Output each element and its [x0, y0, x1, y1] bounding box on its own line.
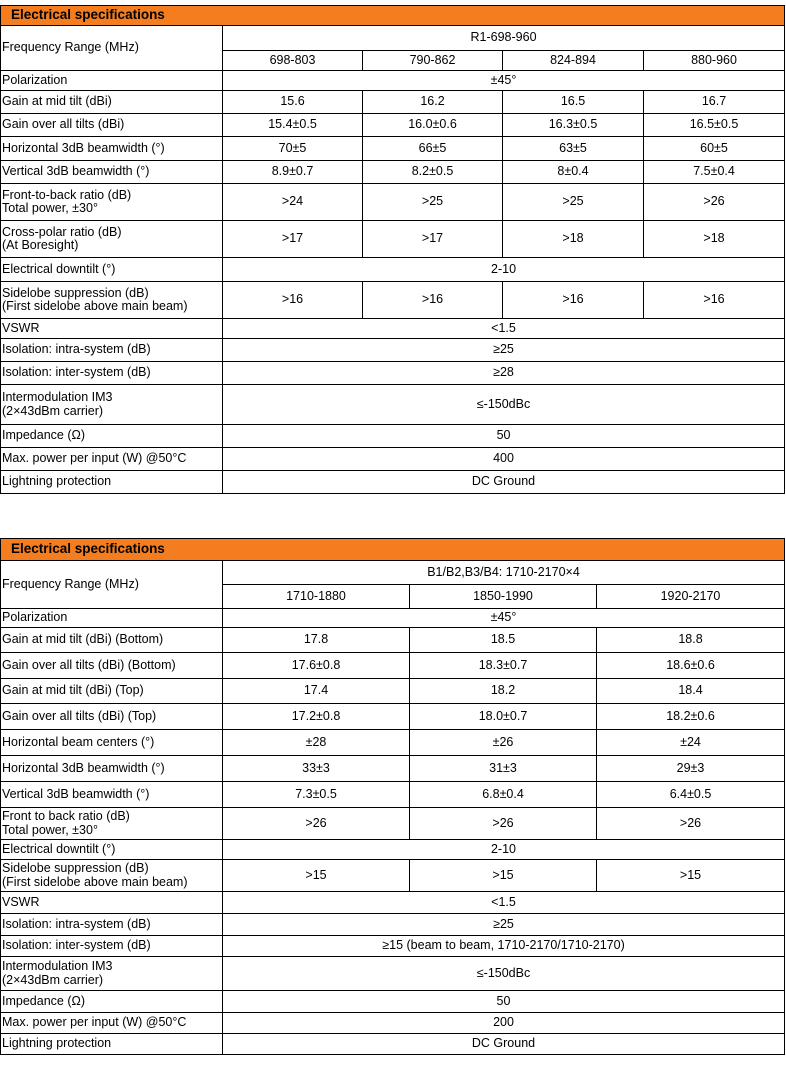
spec-value: >26 [223, 808, 410, 840]
spec-label [1, 339, 223, 362]
spec-row [1, 892, 785, 914]
spec-label-line: Sidelobe suppression (dB) [2, 285, 149, 300]
spec-value: >16 [223, 282, 363, 319]
spec-label-line: Sidelobe suppression (dB) [2, 861, 149, 876]
frequency-group: B1/B2,B3/B4: 1710-2170×4 [223, 561, 785, 585]
spec-label [1, 653, 223, 679]
spec-value: 70±5 [223, 137, 363, 161]
spec-row [1, 221, 785, 258]
spec-value: DC Ground [223, 1034, 785, 1055]
spec-label-line: Max. power per input (W) @50°C [2, 451, 187, 466]
spec-value: >25 [503, 184, 644, 221]
spec-row [1, 991, 785, 1013]
spec-label [1, 914, 223, 936]
spec-label-line: (2×43dBm carrier) [2, 972, 104, 987]
spec-label [1, 319, 223, 339]
spec-label-line: Front-to-back ratio (dB) [2, 187, 132, 202]
spec-label-line: Vertical 3dB beamwidth (°) [2, 786, 150, 801]
spec-value: 63±5 [503, 137, 644, 161]
spec-label [1, 425, 223, 448]
spec-value: 66±5 [363, 137, 503, 161]
spec-label [1, 221, 223, 258]
spec-label [1, 282, 223, 319]
spec-value: >17 [223, 221, 363, 258]
spec-label-line: Lightning protection [2, 1036, 112, 1051]
spec-label-line: Vertical 3dB beamwidth (°) [2, 164, 150, 179]
spec-row [1, 71, 785, 91]
spec-label-line: (2×43dBm carrier) [2, 403, 104, 418]
spec-value: 18.8 [597, 628, 785, 653]
spec-value: 16.0±0.6 [363, 114, 503, 137]
spec-value: >18 [503, 221, 644, 258]
spec-value: 7.5±0.4 [644, 161, 785, 184]
spec-label-line: Intermodulation IM3 [2, 390, 113, 405]
spec-row [1, 704, 785, 730]
spec-value: 2-10 [223, 840, 785, 860]
spec-label-line: Gain at mid tilt (dBi) [2, 94, 112, 109]
spec-label [1, 184, 223, 221]
spec-row [1, 319, 785, 339]
spec-label [1, 385, 223, 425]
spec-value: 18.2 [410, 679, 597, 704]
spec-value: ±45° [223, 71, 785, 91]
spec-value: 16.3±0.5 [503, 114, 644, 137]
spec-value: 31±3 [410, 756, 597, 782]
frequency-range-row [1, 561, 785, 585]
spec-value: ≤-150dBc [223, 957, 785, 991]
spec-label-line: (First sidelobe above main beam) [2, 299, 188, 313]
spec-row [1, 471, 785, 494]
band-cell: 790-862 [363, 51, 503, 71]
frequency-range-label: Frequency Range (MHz) [1, 26, 223, 71]
spec-label-line: VSWR [2, 320, 40, 335]
spec-label [1, 91, 223, 114]
spec-value: 16.2 [363, 91, 503, 114]
spec-label [1, 756, 223, 782]
spec-label [1, 628, 223, 653]
spec-value: 18.4 [597, 679, 785, 704]
spec-row [1, 730, 785, 756]
spec-row [1, 840, 785, 860]
spec-value: >15 [597, 860, 785, 892]
spec-label-line: Isolation: intra-system (dB) [2, 916, 151, 931]
spec-value: 16.5 [503, 91, 644, 114]
spec-label [1, 114, 223, 137]
band-cell: 698-803 [223, 51, 363, 71]
spec-row [1, 609, 785, 628]
spec-label [1, 936, 223, 957]
spec-row [1, 184, 785, 221]
spec-value: ≥25 [223, 914, 785, 936]
spec-value: 17.4 [223, 679, 410, 704]
spec-label [1, 679, 223, 704]
spec-value: 6.8±0.4 [410, 782, 597, 808]
band-cell: 1710-1880 [223, 585, 410, 609]
spec-value: >26 [644, 184, 785, 221]
spec-label-line: Horizontal 3dB beamwidth (°) [2, 140, 165, 155]
spec-row [1, 258, 785, 282]
spec-label [1, 808, 223, 840]
band-cell: 824-894 [503, 51, 644, 71]
spec-row [1, 957, 785, 991]
spec-value: >24 [223, 184, 363, 221]
spec-value: 15.4±0.5 [223, 114, 363, 137]
spec-label [1, 782, 223, 808]
spec-label-line: Total power, ±30° [2, 822, 98, 837]
spec-value: 18.5 [410, 628, 597, 653]
spec-value: ±45° [223, 609, 785, 628]
spec-value: 17.2±0.8 [223, 704, 410, 730]
spec-value: >26 [597, 808, 785, 840]
spec-value: 8.2±0.5 [363, 161, 503, 184]
electrical-specs-table-2 [0, 538, 785, 1055]
spec-label-line: Gain over all tilts (dBi) (Bottom) [2, 657, 176, 672]
spec-label-line: Front to back ratio (dB) [2, 809, 130, 824]
frequency-group: R1-698-960 [223, 26, 785, 51]
spec-row [1, 137, 785, 161]
spec-row [1, 282, 785, 319]
section-header-row [1, 539, 785, 561]
spec-label-line: Cross-polar ratio (dB) [2, 224, 122, 239]
spec-row [1, 161, 785, 184]
spec-row [1, 860, 785, 892]
section-header-row [1, 6, 785, 26]
spec-value: 17.6±0.8 [223, 653, 410, 679]
band-cell: 1850-1990 [410, 585, 597, 609]
spec-value: ≥28 [223, 362, 785, 385]
spec-value: 2-10 [223, 258, 785, 282]
spec-label-line: Gain at mid tilt (dBi) (Top) [2, 683, 144, 698]
spec-value: ±28 [223, 730, 410, 756]
spec-value: 18.2±0.6 [597, 704, 785, 730]
spec-row [1, 1013, 785, 1034]
spec-label-line: Electrical downtilt (°) [2, 261, 116, 276]
frequency-range-label: Frequency Range (MHz) [1, 561, 223, 609]
spec-label [1, 840, 223, 860]
spec-value: >17 [363, 221, 503, 258]
spec-value: 15.6 [223, 91, 363, 114]
spec-value: 8.9±0.7 [223, 161, 363, 184]
spec-value: 50 [223, 991, 785, 1013]
spec-row [1, 339, 785, 362]
spec-label-line: Impedance (Ω) [2, 993, 85, 1008]
spec-value: 60±5 [644, 137, 785, 161]
spec-value: <1.5 [223, 319, 785, 339]
spec-value: 50 [223, 425, 785, 448]
spec-row [1, 385, 785, 425]
spec-value: >15 [223, 860, 410, 892]
spec-label [1, 448, 223, 471]
spec-label [1, 258, 223, 282]
frequency-range-row [1, 26, 785, 51]
spec-label-line: Polarization [2, 610, 68, 625]
spec-label [1, 71, 223, 91]
spec-value: 6.4±0.5 [597, 782, 785, 808]
spec-value: ≤-150dBc [223, 385, 785, 425]
spec-row [1, 653, 785, 679]
spec-label-line: Horizontal beam centers (°) [2, 734, 155, 749]
spec-row [1, 114, 785, 137]
spec-row [1, 756, 785, 782]
spec-label-line: (First sidelobe above main beam) [2, 874, 188, 889]
spec-row [1, 1034, 785, 1055]
spec-row [1, 679, 785, 704]
band-cell: 880-960 [644, 51, 785, 71]
spec-value: 17.8 [223, 628, 410, 653]
spec-label-line: Isolation: inter-system (dB) [2, 938, 151, 953]
spec-label-line: Gain at mid tilt (dBi) (Bottom) [2, 632, 164, 647]
spec-value: >18 [644, 221, 785, 258]
spec-label [1, 860, 223, 892]
spec-row [1, 448, 785, 471]
spec-value: 18.3±0.7 [410, 653, 597, 679]
spec-label-line: Lightning protection [2, 474, 112, 489]
spec-label-line: Gain over all tilts (dBi) [2, 117, 125, 132]
spec-value: 200 [223, 1013, 785, 1034]
spec-label-line: Polarization [2, 72, 68, 87]
spec-label-line: Horizontal 3dB beamwidth (°) [2, 760, 165, 775]
spec-value: <1.5 [223, 892, 785, 914]
spec-row [1, 425, 785, 448]
spec-label-line: Impedance (Ω) [2, 428, 85, 443]
spec-label-line: Total power, ±30° [2, 201, 98, 215]
spec-value: >15 [410, 860, 597, 892]
spec-value: 7.3±0.5 [223, 782, 410, 808]
spec-value: 16.7 [644, 91, 785, 114]
spec-label-line: Max. power per input (W) @50°C [2, 1015, 187, 1030]
spec-label [1, 704, 223, 730]
spec-value: ±26 [410, 730, 597, 756]
spec-value: 18.6±0.6 [597, 653, 785, 679]
spec-label [1, 1034, 223, 1055]
spec-label [1, 161, 223, 184]
spec-value: 8±0.4 [503, 161, 644, 184]
spec-value: 18.0±0.7 [410, 704, 597, 730]
spec-row [1, 628, 785, 653]
spec-label-line: Isolation: intra-system (dB) [2, 342, 151, 357]
spec-row [1, 782, 785, 808]
spec-value: >16 [644, 282, 785, 319]
spec-value: 400 [223, 448, 785, 471]
spec-row [1, 914, 785, 936]
spec-label-line: Gain over all tilts (dBi) (Top) [2, 708, 157, 723]
spec-row [1, 936, 785, 957]
spec-value: >26 [410, 808, 597, 840]
spec-label [1, 730, 223, 756]
spec-row [1, 808, 785, 840]
spec-label [1, 957, 223, 991]
spec-value: 33±3 [223, 756, 410, 782]
spec-value: >16 [503, 282, 644, 319]
spec-label-line: Intermodulation IM3 [2, 959, 113, 974]
spec-label [1, 362, 223, 385]
electrical-specs-table-1 [0, 5, 785, 494]
spec-row [1, 91, 785, 114]
spec-value: DC Ground [223, 471, 785, 494]
band-cell: 1920-2170 [597, 585, 785, 609]
spec-value: >16 [363, 282, 503, 319]
spec-value: ≥15 (beam to beam, 1710-2170/1710-2170) [223, 936, 785, 957]
spec-label-line: (At Boresight) [2, 238, 79, 252]
spec-label [1, 609, 223, 628]
spec-row [1, 362, 785, 385]
spec-label-line: VSWR [2, 894, 40, 909]
section-title: Electrical specifications [1, 539, 785, 561]
spec-label [1, 892, 223, 914]
spec-label-line: Electrical downtilt (°) [2, 841, 116, 856]
spec-label [1, 991, 223, 1013]
spec-label-line: Isolation: inter-system (dB) [2, 365, 151, 380]
spec-value: 16.5±0.5 [644, 114, 785, 137]
section-title: Electrical specifications [1, 6, 785, 26]
spec-value: 29±3 [597, 756, 785, 782]
spec-label [1, 1013, 223, 1034]
spec-label [1, 137, 223, 161]
spec-value: ≥25 [223, 339, 785, 362]
spec-value: ±24 [597, 730, 785, 756]
spec-value: >25 [363, 184, 503, 221]
spec-label [1, 471, 223, 494]
